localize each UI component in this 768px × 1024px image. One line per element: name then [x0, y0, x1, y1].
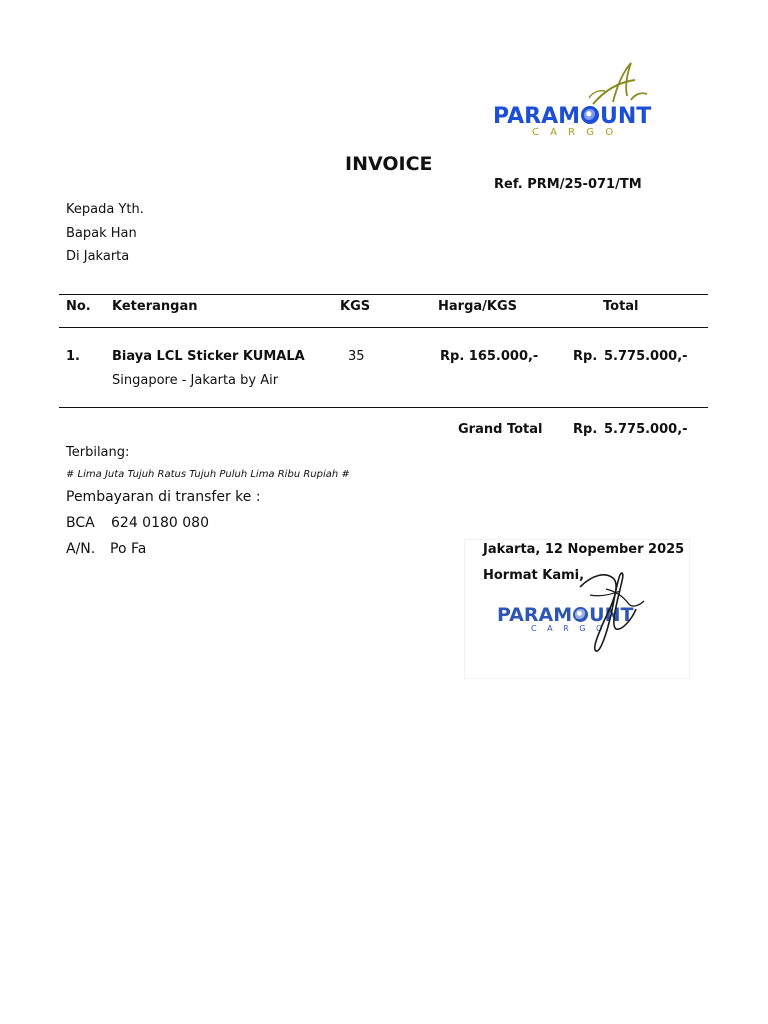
payment-account-name: Po Fa: [110, 541, 147, 557]
col-header-harga: Harga/KGS: [438, 299, 517, 314]
logo-word-part2: UNT: [600, 104, 652, 129]
handwritten-signature-icon: [570, 565, 650, 655]
reference-number: Ref. PRM/25-071/TM: [494, 177, 642, 192]
grand-total-currency: Rp.: [573, 422, 598, 437]
globe-o-icon: [581, 106, 599, 124]
col-header-kgs: KGS: [340, 299, 371, 314]
terbilang-label: Terbilang:: [66, 445, 130, 460]
logo-subtitle: C A R G O: [532, 127, 618, 138]
recipient-location: Di Jakarta: [66, 249, 130, 264]
payment-an-label: A/N.: [66, 541, 96, 557]
row-total-value: 5.775.000,-: [604, 349, 688, 364]
table-bottom-rule: [59, 407, 708, 408]
row-price: Rp. 165.000,-: [440, 349, 539, 364]
grand-total-value: 5.775.000,-: [604, 422, 688, 437]
logo-word-part1: PARAM: [493, 104, 580, 129]
col-header-keterangan: Keterangan: [112, 299, 198, 314]
table-header-rule: [59, 327, 708, 328]
row-description-line1: Biaya LCL Sticker KUMALA: [112, 349, 305, 364]
signature-closing: Hormat Kami,: [483, 568, 585, 583]
company-logo: [488, 60, 668, 144]
payment-intro: Pembayaran di transfer ke :: [66, 489, 261, 505]
signature-place-date: Jakarta, 12 Nopember 2025: [483, 542, 685, 557]
logo-wordmark: [493, 104, 651, 129]
stamp-subtitle: C A R G O: [531, 624, 607, 633]
swoosh-icon: [573, 60, 653, 110]
row-kgs: 35: [348, 349, 365, 364]
row-description-line2: Singapore - Jakarta by Air: [112, 373, 279, 388]
col-header-no: No.: [66, 299, 91, 314]
payment-bank: BCA: [66, 515, 95, 531]
invoice-title: INVOICE: [345, 153, 433, 175]
row-no: 1.: [66, 349, 80, 364]
col-header-total: Total: [603, 299, 639, 314]
stamp-word-part2: UNT: [589, 604, 634, 626]
payment-account-number: 624 0180 080: [111, 515, 209, 531]
stamp-word-part1: PARAM: [497, 604, 573, 626]
table-top-rule: [59, 294, 708, 295]
row-total-currency: Rp.: [573, 349, 598, 364]
recipient-name: Bapak Han: [66, 226, 137, 241]
terbilang-text: # Lima Juta Tujuh Ratus Tujuh Puluh Lima Ribu Rupiah #: [66, 469, 350, 480]
recipient-salutation: Kepada Yth.: [66, 202, 144, 217]
grand-total-label: Grand Total: [458, 422, 543, 437]
